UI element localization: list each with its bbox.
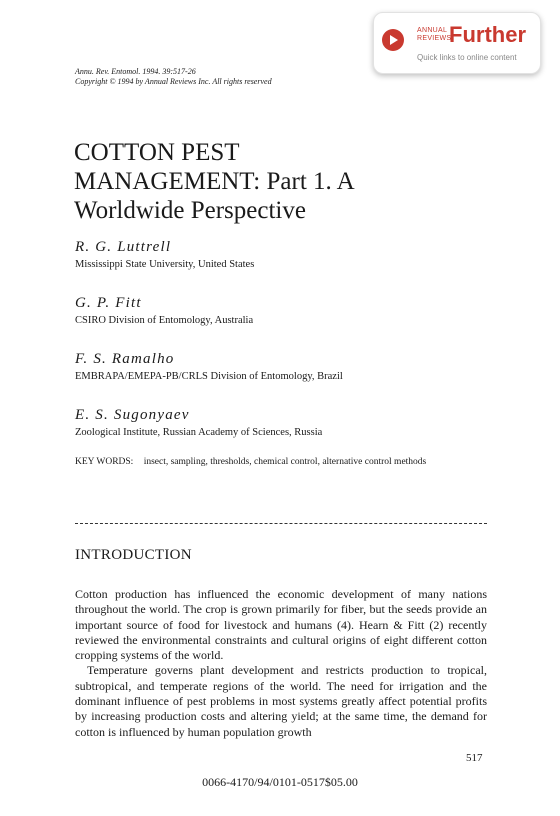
author-block bbox=[75, 294, 253, 328]
article-title bbox=[74, 138, 474, 225]
author-block bbox=[75, 406, 322, 440]
body-text bbox=[75, 587, 487, 740]
section-heading: INTRODUCTION bbox=[75, 547, 192, 563]
price-code: 0066-4170/94/0101-0517$05.00 bbox=[202, 775, 358, 789]
annual-reviews-further-badge[interactable] bbox=[373, 12, 541, 74]
badge-publisher-label bbox=[417, 27, 451, 43]
author-name: G. P. Fitt bbox=[75, 295, 142, 311]
author-affiliation: CSIRO Division of Entomology, Australia bbox=[75, 315, 254, 326]
page-number: 517 bbox=[466, 752, 483, 764]
title-line-1: COTTON PEST bbox=[74, 139, 240, 166]
title-line-2: MANAGEMENT: Part 1. A bbox=[74, 168, 355, 195]
author-name: R. G. Luttrell bbox=[75, 239, 172, 255]
paragraph: Cotton production has influenced the economic development of many nations throughout the world. The crop is grown primarily for fiber, but the seeds provide an important source of food for livestock and humans (4). Hearn & Fitt (2) recently reviewed the environmental constraints and cultural origins of eight different cotton cropping systems of the world. bbox=[75, 587, 487, 663]
author-name: E. S. Sugonyaev bbox=[75, 407, 190, 423]
keywords-label: KEY WORDS: bbox=[75, 457, 134, 467]
author-affiliation: Mississippi State University, United States bbox=[75, 259, 255, 270]
annual-reviews-logo-icon bbox=[382, 29, 404, 51]
badge-annual-text: ANNUAL bbox=[417, 27, 448, 34]
keywords-line bbox=[75, 457, 426, 467]
paragraph: Temperature governs plant development and restricts production to tropical, subtropical, and temperate regions of the world. The need for irrigation and the dominant influence of pest problems in most systems greatly affect potential profits by increasing production costs and altering yield; at the same time, the demand for cotton is influenced by human population growth bbox=[75, 663, 487, 739]
title-line-3: Worldwide Perspective bbox=[74, 197, 306, 224]
badge-further-text: Further bbox=[449, 22, 526, 47]
author-affiliation: Zoological Institute, Russian Academy of Sciences, Russia bbox=[75, 427, 323, 438]
author-name: F. S. Ramalho bbox=[75, 351, 175, 367]
badge-tagline: Quick links to online content bbox=[417, 53, 517, 62]
badge-reviews-text: REVIEWS bbox=[417, 35, 452, 42]
section-divider bbox=[75, 523, 487, 524]
author-block bbox=[75, 350, 343, 384]
author-affiliation: EMBRAPA/EMEPA-PB/CRLS Division of Entomology, Brazil bbox=[75, 371, 343, 382]
journal-citation: Annu. Rev. Entomol. 1994. 39:517-26 bbox=[75, 67, 196, 76]
journal-header bbox=[75, 67, 272, 87]
copyright-notice: Copyright © 1994 by Annual Reviews Inc. All rights reserved bbox=[75, 77, 272, 86]
keywords-text: insect, sampling, thresholds, chemical control, alternative control methods bbox=[143, 457, 427, 467]
author-block bbox=[75, 238, 254, 272]
